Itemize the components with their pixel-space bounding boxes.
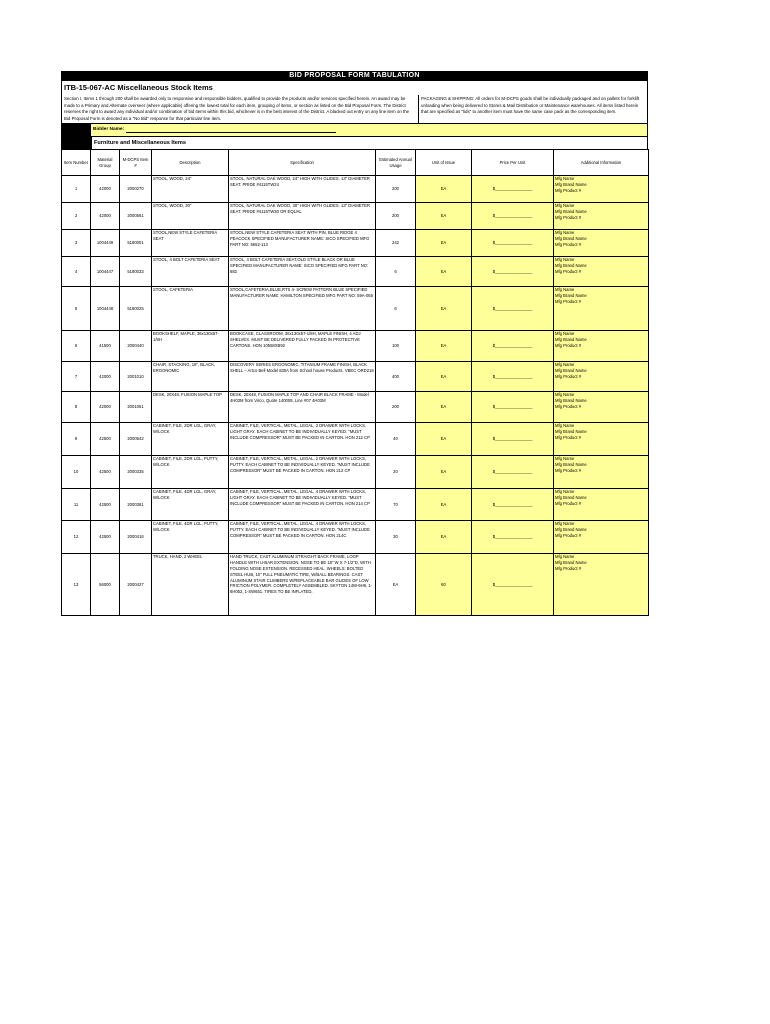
info-line: Mfg Name xyxy=(555,230,575,236)
info-line: Mfg Name xyxy=(555,331,575,337)
form-title: ITB-15-067-AC Miscellaneous Stock Items xyxy=(61,81,648,95)
info-line: Mfg Brand Name xyxy=(555,263,587,269)
table-row xyxy=(62,456,649,489)
item-number-cell: 4 xyxy=(62,257,91,287)
specification-cell: CABINET, FILE, VERTICAL, METAL, LEGAL, 4 DRAWER WITH LOCKS, PUTTY. EACH CABINET TO BE INDIVIDUALLY KEYED. "MUST INCLUDE COMPRESSOR" MUST BE PACKED IN CARTON. HON 214C xyxy=(229,521,376,554)
additional-info-cell[interactable] xyxy=(554,489,649,521)
item-number-cell: 2 xyxy=(62,203,91,230)
item-number-cell: 9 xyxy=(62,423,91,456)
mdcps-item-cell: 2000270 xyxy=(120,176,152,203)
info-line: Mfg Name xyxy=(555,257,575,263)
unit-of-issue-cell: EA xyxy=(416,362,472,392)
description-cell: BOOKSHELF, MAPLE, 36x130x57-1/8H xyxy=(152,331,229,362)
specification-cell: DISCOVERY SERIES ERGONOMIC, TITANIUM FRAME FINISH, BLACK SHELL – Artco Bell Model 830A from School house Products. VBEC ORD218 xyxy=(229,362,376,392)
mdcps-item-cell: 2000361 xyxy=(120,489,152,521)
table-row xyxy=(62,176,649,203)
description-cell: CABINET, FILE, 2DR LGL, GRAY, W/LOCK xyxy=(152,423,229,456)
info-line: Mfg Brand Name xyxy=(555,429,587,435)
description-cell: STOOL, WOOD, 24" xyxy=(152,176,229,203)
info-line: Mfg Name xyxy=(555,392,575,398)
additional-info-cell[interactable] xyxy=(554,257,649,287)
annual-usage-cell: 400 xyxy=(376,362,416,392)
annual-usage-cell: 200 xyxy=(376,176,416,203)
award-terms-text: Section I, Items 1 through 200 shall be awarded only to responsive and responsible bidders, qualified to provide the products and/or services specified herein. An award may be made to a Primary and Alternate overseer (where applicable) offering the lowest total for each item, grouping of items, or section as listed on the Bid Proposal Form. The District reserves the right to award any individual and/or combination of bid items within this bid, whichever is in the best interest of the District. A blacked out entry on any line item on the Bid Proposal Form is denoted as a "No Bid" response for that particular line item. xyxy=(62,95,419,123)
blackout-cell xyxy=(62,137,91,149)
description-cell: CABINET, FILE, 4DR LGL, GRAY, W/LOCK xyxy=(152,489,229,521)
unit-of-issue-cell: EA xyxy=(416,521,472,554)
bid-proposal-sheet xyxy=(61,71,648,616)
additional-info-cell[interactable] xyxy=(554,423,649,456)
intro-section xyxy=(61,95,648,124)
item-number-cell: 10 xyxy=(62,456,91,489)
price-input-cell[interactable]: $________________ xyxy=(472,521,554,554)
mdcps-item-cell: 2000427 xyxy=(120,554,152,616)
info-line: Mfg Brand Name xyxy=(555,182,587,188)
info-line: Mfg Product # xyxy=(555,434,582,440)
mdcps-item-cell: 5180001 xyxy=(120,230,152,257)
annual-usage-cell: 20 xyxy=(376,456,416,489)
table-row xyxy=(62,203,649,230)
price-input-cell[interactable]: $________________ xyxy=(472,257,554,287)
additional-info-cell[interactable] xyxy=(554,176,649,203)
info-line: Mfg Product # xyxy=(555,373,582,379)
specification-cell: CABINET, FILE, VERTICAL, METAL, LEGAL, 2 DRAWER WITH LOCKS, PUTTY. EACH CABINET TO BE INDIVIDUALLY KEYED. "MUST INCLUDE COMPRESSOR" MUST BE PACKED IN CARTON. HON 212 CP xyxy=(229,456,376,489)
col-item-number: Item Number xyxy=(62,150,91,176)
info-line: Mfg Product # xyxy=(555,268,582,274)
price-input-cell[interactable]: $________________ xyxy=(472,489,554,521)
description-cell: STOOL,NEW STYLE CAFETERIA SEAT xyxy=(152,230,229,257)
col-material-group: Material Group xyxy=(91,150,120,176)
annual-usage-cell: 242 xyxy=(376,230,416,257)
annual-usage-cell: 200 xyxy=(376,392,416,423)
info-line: Mfg Brand Name xyxy=(555,209,587,215)
table-row xyxy=(62,423,649,456)
material-group-cell: 42500 xyxy=(91,489,120,521)
material-group-cell: 42000 xyxy=(91,176,120,203)
material-group-cell: 1004447 xyxy=(91,257,120,287)
table-row xyxy=(62,230,649,257)
item-number-cell: 13 xyxy=(62,554,91,616)
col-unit-of-issue: Unit of Issue xyxy=(416,150,472,176)
annual-usage-cell: 30 xyxy=(376,521,416,554)
additional-info-cell[interactable] xyxy=(554,521,649,554)
specification-cell: STOOL, 4 BOLT CAFETERIA SEAT,OLD STYLE BLACK OR BLUE SPECIFIED MANUFACTURER NAME: SICO SPECIFIED MFG PART NO: 682 xyxy=(229,257,376,287)
annual-usage-cell: 6 xyxy=(376,257,416,287)
info-line: Mfg Brand Name xyxy=(555,293,587,299)
section-title: Furniture and Miscellaneous Items xyxy=(91,137,647,149)
price-input-cell[interactable]: $________________ xyxy=(472,331,554,362)
mdcps-item-cell: 2001051 xyxy=(120,392,152,423)
mdcps-item-cell: 2000335 xyxy=(120,456,152,489)
unit-of-issue-cell: EA xyxy=(416,203,472,230)
annual-usage-cell: 70 xyxy=(376,489,416,521)
info-line: Mfg Name xyxy=(555,423,575,429)
price-input-cell[interactable]: $________________ xyxy=(472,392,554,423)
material-group-cell: 42000 xyxy=(91,203,120,230)
description-cell: STOOL, WOOD, 30" xyxy=(152,203,229,230)
table-row xyxy=(62,287,649,331)
annual-usage-cell: EA xyxy=(376,554,416,616)
item-number-cell: 8 xyxy=(62,392,91,423)
price-input-cell[interactable]: $________________ xyxy=(472,362,554,392)
description-cell: CABINET, FILE, 4DR LGL, PUTTY, W/LOCK xyxy=(152,521,229,554)
annual-usage-cell: 200 xyxy=(376,203,416,230)
item-number-cell: 6 xyxy=(62,331,91,362)
description-cell: STOOL, CAFETERIA xyxy=(152,287,229,331)
annual-usage-cell: 100 xyxy=(376,331,416,362)
packaging-terms-text: PACKAGING & SHIPPING: All orders for M-DCPS goods shall be individually packaged and on pallets for forklift unloading when being delivered to Stores & Mail Distribution or Maintenance warehouses. All items listed herein that are specified as "lids" to another item must have the same case pack as the corresponding item. xyxy=(421,96,640,115)
additional-info-cell[interactable] xyxy=(554,456,649,489)
info-line: Mfg Product # xyxy=(555,403,582,409)
info-line: Mfg Name xyxy=(555,554,575,560)
info-line: Mfg Name xyxy=(555,489,575,495)
price-input-cell[interactable]: $________________ xyxy=(472,203,554,230)
info-line: Mfg Product # xyxy=(555,241,582,247)
col-annual-usage: Estimated Annual Usage xyxy=(376,150,416,176)
price-input-cell[interactable]: $________________ xyxy=(472,176,554,203)
mdcps-item-cell: 2000542 xyxy=(120,423,152,456)
annual-usage-cell: 6 xyxy=(376,287,416,331)
unit-of-issue-cell: EA xyxy=(416,257,472,287)
col-description: Description xyxy=(152,150,229,176)
table-row xyxy=(62,554,649,616)
info-line: Mfg Name xyxy=(555,176,575,182)
unit-of-issue-cell: EA xyxy=(416,287,472,331)
unit-of-issue-cell: 60 xyxy=(416,554,472,616)
price-input-cell[interactable]: $________________ xyxy=(472,456,554,489)
info-line: Mfg Name xyxy=(555,456,575,462)
unit-of-issue-cell: EA xyxy=(416,392,472,423)
info-line: Mfg Product # xyxy=(555,342,582,348)
specification-cell: STOOL, NATURAL OAK WOOD, 24" HIGH WITH GLIDES. 13" DIAMETER SEAT. PRIDE #4115TW24 xyxy=(229,176,376,203)
info-line: Mfg Product # xyxy=(555,214,582,220)
mdcps-item-cell: 2000416 xyxy=(120,521,152,554)
table-header-row xyxy=(62,150,649,176)
material-group-cell: 41500 xyxy=(91,331,120,362)
bidder-row xyxy=(61,124,648,136)
mdcps-item-cell: 2001010 xyxy=(120,362,152,392)
unit-of-issue-cell: EA xyxy=(416,331,472,362)
item-number-cell: 5 xyxy=(62,287,91,331)
unit-of-issue-cell: EA xyxy=(416,176,472,203)
info-line: Mfg Product # xyxy=(555,565,582,571)
item-number-cell: 12 xyxy=(62,521,91,554)
price-input-cell[interactable]: $________________ xyxy=(472,287,554,331)
material-group-cell: 42500 xyxy=(91,423,120,456)
info-line: Mfg Brand Name xyxy=(555,337,587,343)
item-number-cell: 7 xyxy=(62,362,91,392)
item-number-cell: 3 xyxy=(62,230,91,257)
info-line: Mfg Brand Name xyxy=(555,560,587,566)
annual-usage-cell: 40 xyxy=(376,423,416,456)
description-cell: CHAIR, STACKING, 18", BLACK, ERGONOMIC xyxy=(152,362,229,392)
bidder-name-label: Bidder Name: xyxy=(93,127,125,133)
price-input-cell[interactable]: $________________ xyxy=(472,423,554,456)
bidder-name-field[interactable] xyxy=(91,124,647,136)
info-line: Mfg Name xyxy=(555,203,575,209)
form-banner: BID PROPOSAL FORM TABULATION xyxy=(61,71,648,81)
mdcps-item-cell: 5180025 xyxy=(120,287,152,331)
table-row xyxy=(62,392,649,423)
info-line: Mfg Brand Name xyxy=(555,398,587,404)
price-input-cell[interactable]: $________________ xyxy=(472,230,554,257)
col-additional-info: Additional Information xyxy=(554,150,649,176)
specification-cell: BOOKCASE, CLASSROOM, 36x130x57-1/8H, MAPLE FINISH, 4 ADJ SHELVES. MUST BE DELIVERED FULLY PACKED IN PROTECTIVE CARTONS. HON 10558XB92 xyxy=(229,331,376,362)
additional-info-cell[interactable] xyxy=(554,362,649,392)
info-line: Mfg Product # xyxy=(555,532,582,538)
additional-info-cell[interactable] xyxy=(554,203,649,230)
info-line: Mfg Brand Name xyxy=(555,495,587,501)
info-line: Mfg Brand Name xyxy=(555,527,587,533)
material-group-cell: 1004448 xyxy=(91,287,120,331)
table-row xyxy=(62,331,649,362)
description-cell: TRUCK, HAND, 2 WHEEL xyxy=(152,554,229,616)
specification-cell: DESK, 20X48, FUSION MAPLE TOP AND CHAIR BLACK FRAME - Model 4H03M from Virco, Quote 140008, Line #07 4H03M xyxy=(229,392,376,423)
unit-of-issue-cell: EA xyxy=(416,489,472,521)
price-input-cell[interactable]: $________________ xyxy=(472,554,554,616)
specification-cell: STOOL, NATURAL OAK WOOD, 30" HIGH WITH GLIDES. 13" DIAMETER SEAT. PRIDE #4115TW30 OR EQUAL xyxy=(229,203,376,230)
mdcps-item-cell: 2000561 xyxy=(120,203,152,230)
material-group-cell: 42000 xyxy=(91,392,120,423)
description-cell: DESK, 20X48, FUSION MAPLE TOP xyxy=(152,392,229,423)
col-mdcps-item: M-DCPS Item # xyxy=(120,150,152,176)
unit-of-issue-cell: EA xyxy=(416,423,472,456)
info-line: Mfg Brand Name xyxy=(555,236,587,242)
material-group-cell: 1004449 xyxy=(91,230,120,257)
blackout-cell xyxy=(62,124,91,136)
col-specification: Specification xyxy=(229,150,376,176)
info-line: Mfg Product # xyxy=(555,467,582,473)
additional-info-cell[interactable] xyxy=(554,331,649,362)
specification-cell: STOOL,CAFETERIA,BLUE,RTS 4- SCREW PATTERN BLUE SPECIFIED MANUFACTURER NAME: HAMILTON SPECIFIED MFG PART NO: 59A-055 xyxy=(229,287,376,331)
bid-table xyxy=(61,149,649,616)
specification-cell: CABINET, FILE, VERTICAL, METAL, LEGAL, 4 DRAWER WITH LOCKS, LIGHT GRAY. EACH CABINET TO BE INDIVIDUALLY KEYED. "MUST INCLUDE COMPRESSOR" MUST BE PACKED IN CARTON. HON 214 CP xyxy=(229,489,376,521)
info-line: Mfg Product # xyxy=(555,500,582,506)
info-line: Mfg Brand Name xyxy=(555,368,587,374)
item-number-cell: 1 xyxy=(62,176,91,203)
material-group-cell: 56000 xyxy=(91,554,120,616)
additional-info-cell[interactable] xyxy=(554,230,649,257)
specification-cell: HAND TRUCK, CAST ALUMINUM STRAIGHT BACK FRAME, LOOP HANDLE WITH U-BAR EXTENSION. NOSE TO BE 18" W X 7-1/2"D, WITH FOLDING NOSE EXTENSION. RECESSED HEAL. WHEELS: BOLTED STEEL HUB, 10" FULL PNEUMATIC TIRE, W/BALL BEARINGS. CAST ALUMINUM STAIR CLIMBERS W/REPLACEABLE BAR GLIDES OF LOW FRICTION POLYMER. COMPLETELY ASSEMBLED. SKYTON 14W-9H9, 1-6H052, 1-SW651. TIRES TO BE INFLATED. xyxy=(229,554,376,616)
table-row xyxy=(62,362,649,392)
additional-info-cell[interactable] xyxy=(554,392,649,423)
additional-info-cell[interactable] xyxy=(554,554,649,616)
specification-cell: CABINET, FILE, VERTICAL, METAL, LEGAL, 2 DRAWER WITH LOCKS, LIGHT GRAY. EACH CABINET TO BE INDIVIDUALLY KEYED. "MUST INCLUDE COMPRESSOR" MUST BE PACKED IN CARTON. HON 212 CP xyxy=(229,423,376,456)
material-group-cell: 42000 xyxy=(91,362,120,392)
additional-info-cell[interactable] xyxy=(554,287,649,331)
description-cell: CABINET, FILE, 2DR LGL, PUTTY, W/LOCK xyxy=(152,456,229,489)
table-row xyxy=(62,521,649,554)
material-group-cell: 42500 xyxy=(91,456,120,489)
unit-of-issue-cell: EA xyxy=(416,456,472,489)
info-line: Mfg Product # xyxy=(555,187,582,193)
bidder-name-line[interactable] xyxy=(126,125,336,133)
specification-cell: STOOL,NEW STYLE CAFETERIA SEAT WITH PIN, BLUE RIDGE 4 PEACOCK SPECIFIED MANUFACTURER NAME: SICO SPECIFIED MFG PART NO: 5652-113 xyxy=(229,230,376,257)
item-number-cell: 11 xyxy=(62,489,91,521)
info-line: Mfg Brand Name xyxy=(555,462,587,468)
mdcps-item-cell: 5180033 xyxy=(120,257,152,287)
table-row xyxy=(62,489,649,521)
info-line: Mfg Name xyxy=(555,362,575,368)
info-line: Mfg Name xyxy=(555,521,575,527)
table-row xyxy=(62,257,649,287)
material-group-cell: 42500 xyxy=(91,521,120,554)
unit-of-issue-cell: EA xyxy=(416,230,472,257)
mdcps-item-cell: 2000440 xyxy=(120,331,152,362)
section-header-row xyxy=(61,136,648,149)
col-price-per-unit: Price Per Unit xyxy=(472,150,554,176)
info-line: Mfg Name xyxy=(555,287,575,293)
description-cell: STOOL, 4 BOLT CAFETERIA SEAT xyxy=(152,257,229,287)
info-line: Mfg Product # xyxy=(555,298,582,304)
